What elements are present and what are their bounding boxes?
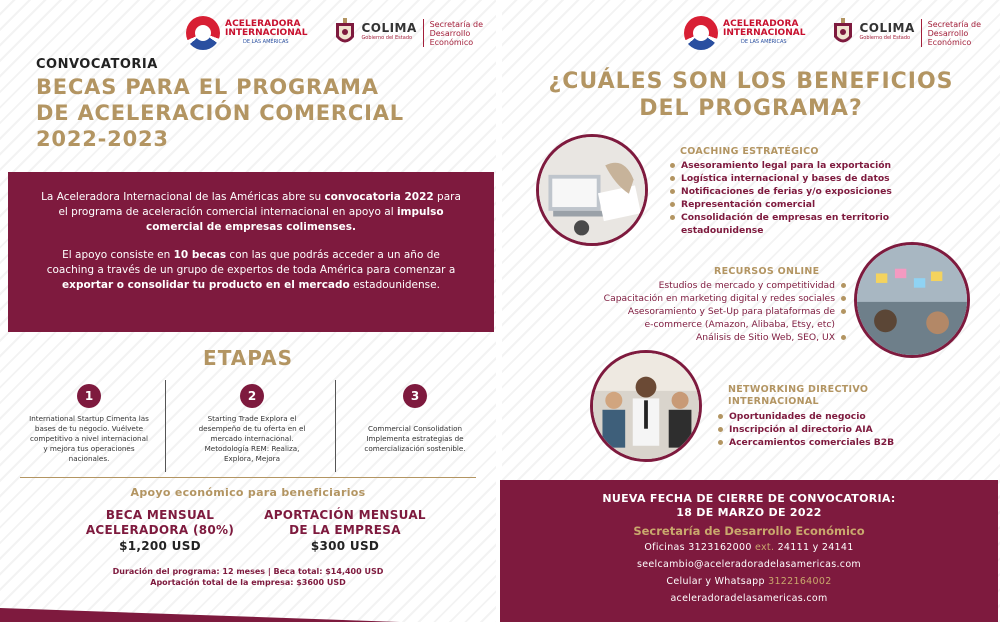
list-item: Oportunidades de negocio xyxy=(718,410,894,423)
logo-divider xyxy=(423,19,424,47)
gold-divider xyxy=(20,477,476,478)
apoyo-title: Apoyo económico para beneficiarios xyxy=(130,486,366,499)
aia-logo-line2: INTERNACIONAL xyxy=(225,27,308,38)
contact-website: aceleradoradelasamericas.com xyxy=(670,593,828,604)
secretaria-line1: Secretaría de xyxy=(927,19,982,29)
aia-logo-line3: DE LAS AMÉRICAS xyxy=(243,38,289,45)
networking-list xyxy=(718,410,894,449)
convocatoria-label: CONVOCATORIA xyxy=(36,57,158,72)
list-item: Asesoramiento y Set-Up para plataformas de xyxy=(532,305,846,318)
list-item: Consolidación de empresas en territorio xyxy=(670,211,892,224)
coaching-photo xyxy=(536,134,648,246)
recursos-title: RECURSOS ONLINE xyxy=(714,266,820,277)
logo-bar xyxy=(684,16,1000,50)
logo-bar xyxy=(186,16,496,50)
secretaria-line2: Desarrollo Económico xyxy=(429,28,474,47)
secretaria-logo xyxy=(430,20,496,47)
recursos-photo xyxy=(854,242,970,358)
stage-divider xyxy=(165,380,166,472)
colima-logo xyxy=(859,23,914,43)
aportacion-mensual: APORTACIÓN MENSUAL DE LA EMPRESA $300 USD xyxy=(250,508,440,554)
contact-whatsapp: Celular y Whatsapp 3122164002 xyxy=(666,576,832,587)
list-item: Acercamientos comerciales B2B xyxy=(718,436,894,449)
list-item: Notificaciones de ferias y/o exposiciones xyxy=(670,185,892,198)
intro-box xyxy=(8,172,494,332)
contact-phone: Oficinas 3123162000 ext. 24111 y 24141 xyxy=(644,542,854,553)
contact-secretaria: Secretaría de Desarrollo Económico xyxy=(633,524,865,538)
stage-2: 2 Starting Trade Explora el desempeño de tu oferta en el mercado internacional. Metodología REM: Realiza, Explora, Mejora xyxy=(172,384,332,464)
aia-swirl-icon xyxy=(684,16,718,50)
intro-paragraph-1: La Aceleradora Internacional de las Américas abre su convocatoria 2022 para el programa de aceleración comercial internacional en apoyo al impulso comercial de empresas colimenses. xyxy=(41,191,461,233)
list-item-continuation: estadounidense xyxy=(681,225,764,236)
left-flyer xyxy=(0,0,496,622)
aia-logo-line1: ACELERADORA xyxy=(225,18,301,29)
aia-logo xyxy=(186,16,307,50)
etapas-title: ETAPAS xyxy=(203,346,293,370)
recursos-list xyxy=(532,279,846,344)
title-line: 2022-2023 xyxy=(36,127,169,151)
aia-logo-line1: ACELERADORA xyxy=(723,18,799,29)
coaching-list xyxy=(670,159,892,237)
beca-mensual: BECA MENSUAL ACELERADORA (80%) $1,200 USD xyxy=(70,508,250,554)
beca-amount: $1,200 USD xyxy=(119,539,201,553)
deadline-title: NUEVA FECHA DE CIERRE DE CONVOCATORIA: 18 DE MARZO DE 2022 xyxy=(602,492,896,519)
stage-3: 3 Commercial Consolidation Implementa estrategias de comercialización sostenible. xyxy=(340,384,490,454)
intro-paragraph-2: El apoyo consiste en 10 becas con las que podrás acceder a un año de coaching a través de un grupo de expertos de toda América para comenzar a exportar o consolidar tu producto en el mercado estadounidense. xyxy=(46,249,456,291)
networking-photo xyxy=(590,350,702,462)
list-item: Estudios de mercado y competitividad xyxy=(532,279,846,292)
aia-logo xyxy=(684,16,805,50)
colima-name: COLIMA xyxy=(859,21,915,35)
list-item: Capacitación en marketing digital y redes sociales xyxy=(532,292,846,305)
list-item-continuation: e-commerce (Amazon, Alibaba, Etsy, etc) xyxy=(644,319,835,330)
program-totals: Duración del programa: 12 meses | Beca total: $14,400 USD Aportación total de la empresa: $3600 USD xyxy=(112,567,384,587)
list-item: Logística internacional y bases de datos xyxy=(670,172,892,185)
colima-subtitle: Gobierno del Estado xyxy=(361,35,413,41)
stage-1: 1 International Startup Cimenta las bases de tu negocio. Vuélvete competitivo a nivel internacional y mejora tus operaciones nacionales. xyxy=(14,384,164,464)
stage-number-badge: 1 xyxy=(77,384,101,408)
corner-stripe xyxy=(0,608,400,622)
title-line: DE ACELERACIÓN COMERCIAL xyxy=(36,101,404,125)
contact-box xyxy=(500,480,998,622)
benefits-title: ¿CUÁLES SON LOS BENEFICIOS DEL PROGRAMA? xyxy=(548,69,954,121)
aia-logo-line2: INTERNACIONAL xyxy=(723,27,806,38)
secretaria-line1: Secretaría de xyxy=(429,19,483,29)
stage-number-badge: 2 xyxy=(240,384,264,408)
colima-subtitle: Gobierno del Estado xyxy=(859,35,911,41)
colima-name: COLIMA xyxy=(361,21,417,35)
stage-number-badge: 3 xyxy=(403,384,427,408)
list-item: Inscripción al directorio AIA xyxy=(718,423,894,436)
contact-email: seelcambio@aceleradoradelasamericas.com xyxy=(637,559,861,570)
page-title xyxy=(36,74,404,152)
secretaria-line2: Desarrollo Económico xyxy=(927,28,972,47)
list-item: Representación comercial xyxy=(670,198,892,211)
aia-swirl-icon xyxy=(186,16,220,50)
list-item: Análisis de Sitio Web, SEO, UX xyxy=(532,331,846,344)
logo-divider xyxy=(921,19,922,47)
stage-divider xyxy=(335,380,336,472)
colima-crest-icon xyxy=(333,17,357,49)
secretaria-logo xyxy=(928,20,1000,47)
aportacion-amount: $300 USD xyxy=(310,539,380,553)
title-line: BECAS PARA EL PROGRAMA xyxy=(36,75,379,99)
colima-logo xyxy=(361,23,416,43)
networking-title: NETWORKING DIRECTIVO INTERNACIONAL xyxy=(728,384,869,407)
coaching-title: COACHING ESTRATÉGICO xyxy=(680,146,819,157)
colima-crest-icon xyxy=(831,17,855,49)
aia-logo-line3: DE LAS AMÉRICAS xyxy=(741,38,787,45)
list-item: Asesoramiento legal para la exportación xyxy=(670,159,892,172)
